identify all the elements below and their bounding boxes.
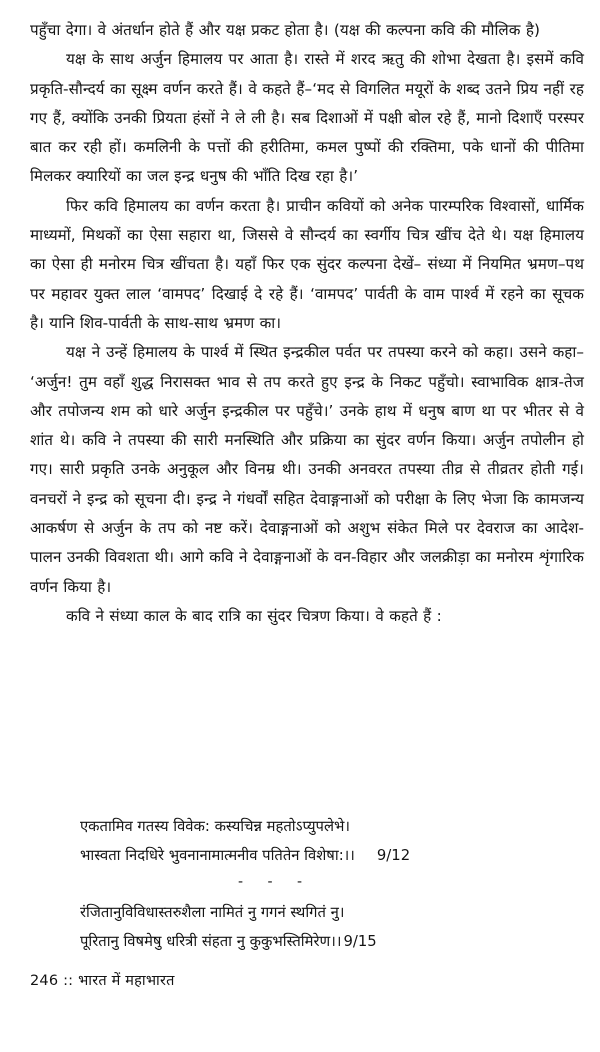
paragraph-continuation: पहुँचा देगा। वे अंतर्धान होते हैं और यक्ष प्रकट होता है। (यक्ष की कल्पना कवि की मौलिक है) (30, 21, 540, 39)
verse-line-text: भास्वता निदधिरे भुवनानामात्मनीव पतितेन विशेषा:।। (80, 847, 355, 864)
body-text (30, 16, 584, 631)
verse-line: रंजितानुविविधास्तरुशैला नामितं नु गगनं स्थगितं नु। (80, 904, 345, 921)
verse-separator: - - - (238, 874, 313, 890)
verse-line-text: पूरितानु विषमेषु धरित्री संहता नु कुकुभस्तिमिरेण।। (80, 933, 342, 950)
verse-9-15 (80, 898, 584, 956)
paragraph-himalaya-description: फिर कवि हिमालय का वर्णन करता है। प्राचीन कवियों को अनेक पारम्परिक विश्वासों, धार्मिक माध्यमों, मिथकों का ऐसा सहारा था, जिससे वे सौन्दर्य का स्वर्गीय चित्र खींच देते थे। यक्ष हिमालय का ऐसा ही मनोरम चित्र खींचता है। यहाँ फिर एक सुंदर कल्पना देखें– संध्या में नियमित भ्रमण–पथ पर महावर युक्त लाल ‘वामपद’ दिखाई दे रहे हैं। ‘वामपद’ पार्वती के वाम पार्श्व में रहने का सूचक है। यानि शिव-पार्वती के साथ-साथ भ्रमण का। (30, 196, 584, 332)
page-footer: 246 :: भारत में महाभारत (30, 973, 175, 989)
paragraph-arjuna-penance: यक्ष ने उन्हें हिमालय के पार्श्व में स्थित इन्द्रकील पर्वत पर तपस्या करने को कहा। उसने कहा– ‘अर्जुन! तुम वहाँ शुद्ध निरासक्त भाव से तप करते हुए इन्द्र के निकट पहुँचो। स्वाभाविक क्षात्र-तेज और तपोजन्य शम को धारे अर्जुन इन्द्रकील पर पहुँचे।’ उनके हाथ में धनुष बाण था पर भीतर से वे शांत थे। कवि ने तपस्या की सारी मनस्थिति और प्रक्रिया का सुंदर वर्णन किया। अर्जुन तपोलीन हो गए। सारी प्रकृति उनके अनुकूल और विनम्र थी। उनकी अनवरत तपस्या तीव्र से तीव्रतर होती गई। वनचरों ने इन्द्र को सूचना दी। इन्द्र ने गंधर्वों सहित देवाङ्गनाओं को परीक्षा के लिए भेजा कि कामजन्य आकर्षण से अर्जुन के तप को नष्ट करें। देवाङ्गनाओं को अशुभ संकेत मिले पर देवराज का आदेश-पालन उनकी विवशता थी। आगे कवि ने देवाङ्गनाओं के वन-विहार और जलक्रीड़ा का मनोरम शृंगारिक वर्णन किया है। (30, 343, 585, 596)
verse-reference: 9/12 (376, 847, 411, 864)
paragraph-night-intro: कवि ने संध्या काल के बाद रात्रि का सुंदर चित्रण किया। वे कहते हैं : (66, 606, 442, 625)
verse-9-12 (80, 812, 584, 870)
verse-line (80, 841, 584, 870)
verse-line: एकतामिव गतस्य विवेक: कस्यचिन्न महतोऽप्युपलेभे। (80, 818, 351, 835)
paragraph-yaksha-journey: यक्ष के साथ अर्जुन हिमालय पर आता है। रास्ते में शरद ऋतु की शोभा देखता है। इसमें कवि प्रकृति-सौन्दर्य का सूक्ष्म वर्णन करते हैं। वे कहते हैं–‘मद से विगलित मयूरों के शब्द उतने प्रिय नहीं रह गए हैं, क्योंकि उनकी प्रियता हंसों ने ले ली है। सब दिशाओं में पक्षी बोल रहे हैं, मानो दिशाएँ परस्पर बात कर रही हों। कमलिनी के पत्तों की हरीतिमा, कमल पुष्पों की रक्तिमा, पके धानों की पीतिमा मिलकर क्यारियों का जल इन्द्र धनुष की भाँति दिख रहा है।’ (30, 50, 584, 186)
verse-reference: 9/15 (343, 933, 377, 950)
verse-line (80, 927, 584, 956)
